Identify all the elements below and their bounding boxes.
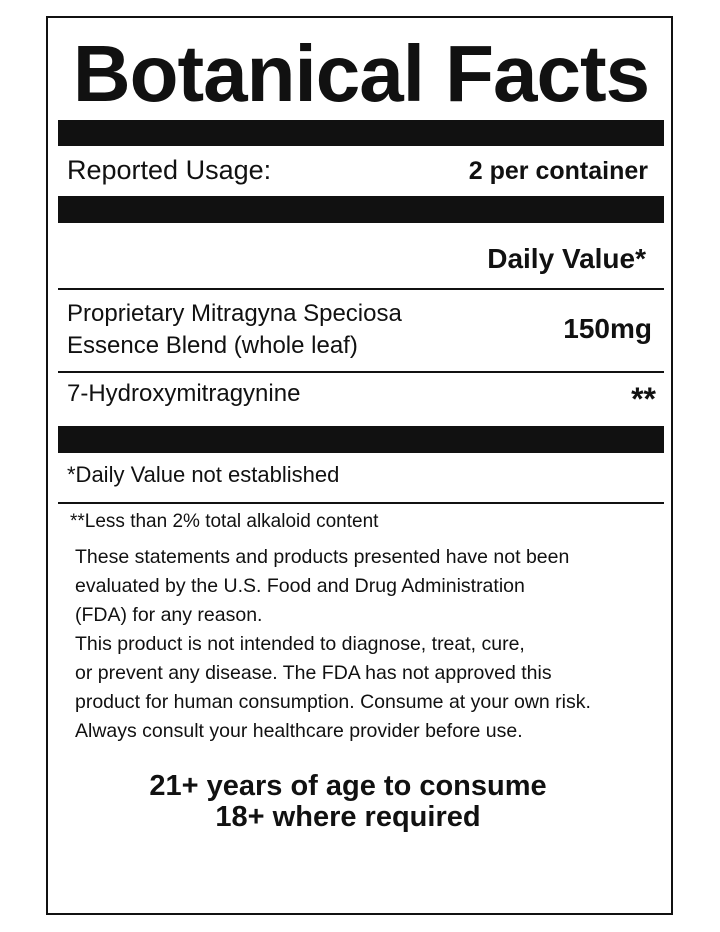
fda-disclaimer: [75, 543, 665, 746]
ingredient-name-line: Proprietary Mitragyna Speciosa: [67, 300, 402, 327]
reported-usage-value: 2 per container: [468, 157, 648, 185]
age-requirement-alt: 18+ where required: [215, 801, 481, 833]
age-requirement: 21+ years of age to consume: [149, 770, 547, 802]
divider-rule-footnote: [58, 502, 664, 504]
divider-rule-ingredients: [58, 371, 664, 373]
divider-bar-usage: [58, 196, 664, 223]
disclaimer-line: This product is not intended to diagnose, treat, cure,: [75, 633, 525, 655]
ingredient-name-line: Essence Blend (whole leaf): [67, 332, 358, 359]
ingredient-name-7oh: 7-Hydroxymitragynine: [67, 380, 301, 407]
daily-value-footnote: *Daily Value not established: [67, 462, 340, 487]
disclaimer-line: or prevent any disease. The FDA has not approved this: [75, 662, 552, 684]
disclaimer-line: These statements and products presented have not been: [75, 546, 570, 568]
divider-bar-bottom: [58, 426, 664, 453]
label-title: Botanical Facts: [72, 29, 650, 118]
disclaimer-line: Always consult your healthcare provider before use.: [75, 720, 523, 742]
ingredient-amount-blend: 150mg: [563, 313, 652, 344]
ingredient-amount-7oh: **: [631, 381, 656, 417]
disclaimer-line: (FDA) for any reason.: [75, 604, 263, 626]
divider-rule-header: [58, 288, 664, 290]
ingredient-name-blend: [67, 298, 487, 362]
alkaloid-footnote: **Less than 2% total alkaloid content: [70, 511, 379, 532]
reported-usage-label: Reported Usage:: [67, 155, 272, 185]
disclaimer-line: product for human consumption. Consume at your own risk.: [75, 691, 591, 713]
divider-bar-top: [58, 120, 664, 146]
disclaimer-line: evaluated by the U.S. Food and Drug Administration: [75, 575, 525, 597]
daily-value-header: Daily Value*: [487, 243, 646, 274]
